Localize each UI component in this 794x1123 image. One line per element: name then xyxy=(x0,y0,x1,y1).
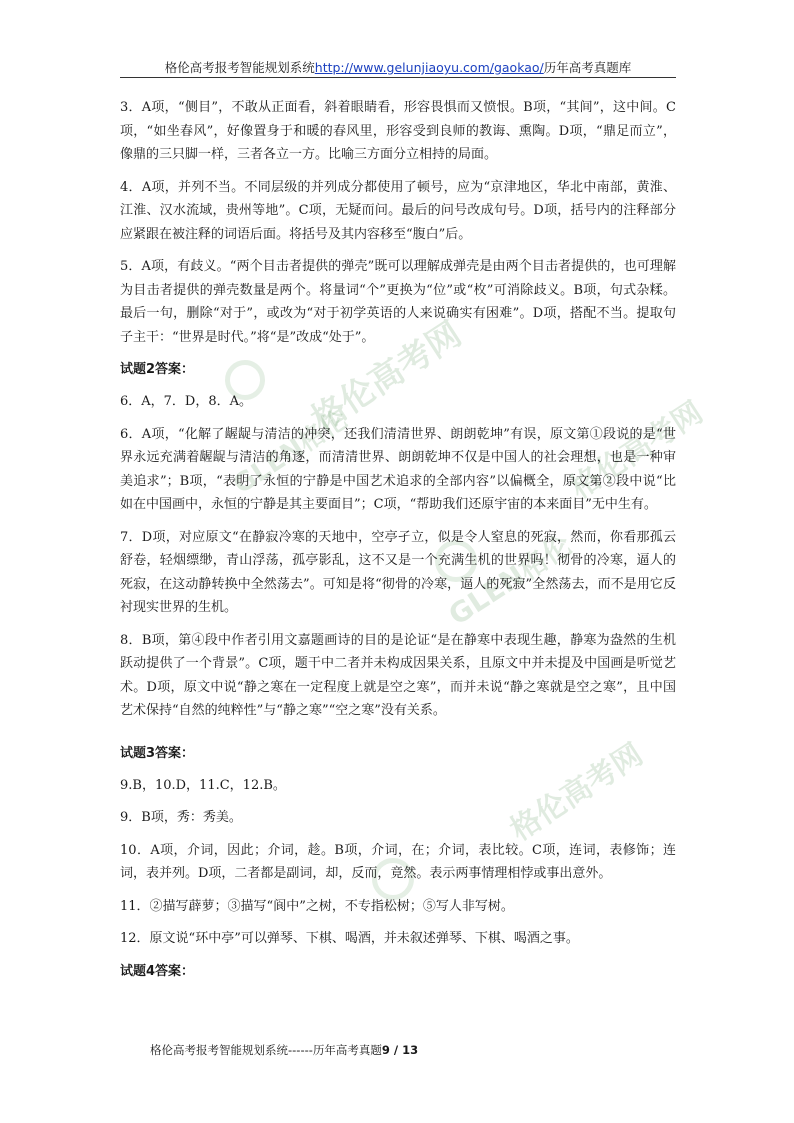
page-header xyxy=(120,58,676,76)
header-link[interactable]: http://www.gelunjiaoyu.com/gaokao/ xyxy=(314,60,544,75)
watermark-text: GLEN格伦 xyxy=(228,404,354,501)
header-suffix: 历年高考真题库 xyxy=(543,60,632,75)
footer-text: 格伦高考报考智能规划系统------历年高考真题 xyxy=(150,1043,382,1057)
section-heading-2: 试题2答案： xyxy=(120,362,195,377)
answer-paragraph-6: 6．A项，“化解了龌龊与清洁的冲突，还我们清清世界、朗朗乾坤”有误，原文第①段说的是“世界永远充满着龌龊与清洁的角逐，而清清世界、朗朗乾坤不仅是中国人的社会理想，也是一种审美追求”；B项，“表明了永恒的宁静是中国艺术追求的全部内容”以偏概全，原文第②段中说“比如在中国画中，永恒的宁静是其主要面目”；C项，“帮助我们还原宇宙的本来面目”无中生有。 xyxy=(120,426,676,512)
header-prefix: 格伦高考报考智能规划系统 xyxy=(164,60,315,75)
answer-paragraph-11: 11．②描写薜萝；③描写“阆中”之树，不专指松树；⑤写人非写树。 xyxy=(120,898,514,914)
answer-paragraph-5: 5．A项，有歧义。“两个目击者提供的弹壳”既可以理解成弹壳是由两个目击者提供的，也可理解为目击者提供的弹壳数量是两个。将量词“个”更换为“位”或“枚”可消除歧义。B项，句式杂糅。最后一句，删除“对于”，或改为“对于初学英语的人来说确实有困难”。D项，搭配不当。提取句子主干：“世界是时代。”将“是”改成“处于”。 xyxy=(120,259,676,345)
answer-paragraph-4: 4．A项，并列不当。不同层级的并列成分都使用了顿号，应为“京津地区，华北中南部，黄淮、江淮、汉水流域，贵州等地”。C项，无疑而问。最后的问号改成句号。D项，括号内的注释部分应紧跟在被注释的词语后面。将括号及其内容移至“腹白”后。 xyxy=(120,179,676,242)
section-heading-3: 试题3答案： xyxy=(120,745,195,761)
header-divider xyxy=(120,77,676,78)
answer-paragraph-9: 9．B项，秀：秀美。 xyxy=(120,810,242,825)
answer-summary-3: 9.B，10.D，11.C，12.B。 xyxy=(120,777,286,793)
answer-content xyxy=(120,96,676,992)
answer-paragraph-7: 7．D项，对应原文“在静寂冷寒的天地中，空亭孑立，似是令人窒息的死寂，然而，你看那孤云舒卷，轻烟缥缈，青山浮荡，孤亭影乱，这不又是一个充满生机的世界吗！彻骨的冷寒，逼人的死寂，在这动静转换中全然荡去”。可知是将“彻骨的冷寒，逼人的死寂”全然荡去，而不是用它反衬现实世界的生机。 xyxy=(120,529,676,615)
watermark-text: 格伦高考网 xyxy=(304,314,469,441)
spacer xyxy=(120,732,676,742)
page-footer xyxy=(150,1042,418,1058)
answer-summary-2: 6．A，7．D，8．A。 xyxy=(120,394,253,409)
watermark-text: 格伦高考网 xyxy=(564,395,710,507)
answer-paragraph-10: 10．A项，介词，因此；介词，趁。B项，介词，在；介词，表比较。C项，连词，表修饰；连词，表并列。D项，二者都是副词，却，反而，竟然。表示两事情理相悖或事出意外。 xyxy=(120,842,676,881)
section-heading-4: 试题4答案： xyxy=(120,963,195,979)
answer-paragraph-3: 3．A项，“侧目”，不敢从正面看，斜着眼睛看，形容畏惧而又愤恨。B项，“其间”，这中间。C项，“如坐春风”，好像置身于和暖的春风里，形容受到良师的教诲、熏陶。D项，“鼎足而立”，像鼎的三只脚一样，三者各立一方。比喻三方面分立相持的局面。 xyxy=(120,100,676,162)
answer-paragraph-8: 8．B项，第④段中作者引用文嘉题画诗的目的是论证“是在静寒中表现生趣，静寒为盎然的生机跃动提供了一个背景”。C项，题干中二者并未构成因果关系，且原文中并未提及中国画是听觉艺术。D项，原文中说“静之寒在一定程度上就是空之寒”，而并未说“静之寒就是空之寒”，且中国艺术保持“自然的纯粹性”与“静之寒”“空之寒”没有关系。 xyxy=(120,632,676,718)
answer-paragraph-12: 12．原文说“环中亭”可以弹琴、下棋、喝酒，并未叙述弹琴、下棋、喝酒之事。 xyxy=(120,931,579,946)
page-number: 9 / 13 xyxy=(381,1043,419,1057)
watermark-text: GLEN格伦 xyxy=(442,528,578,632)
watermark-text: 格伦高考网 xyxy=(504,737,650,849)
